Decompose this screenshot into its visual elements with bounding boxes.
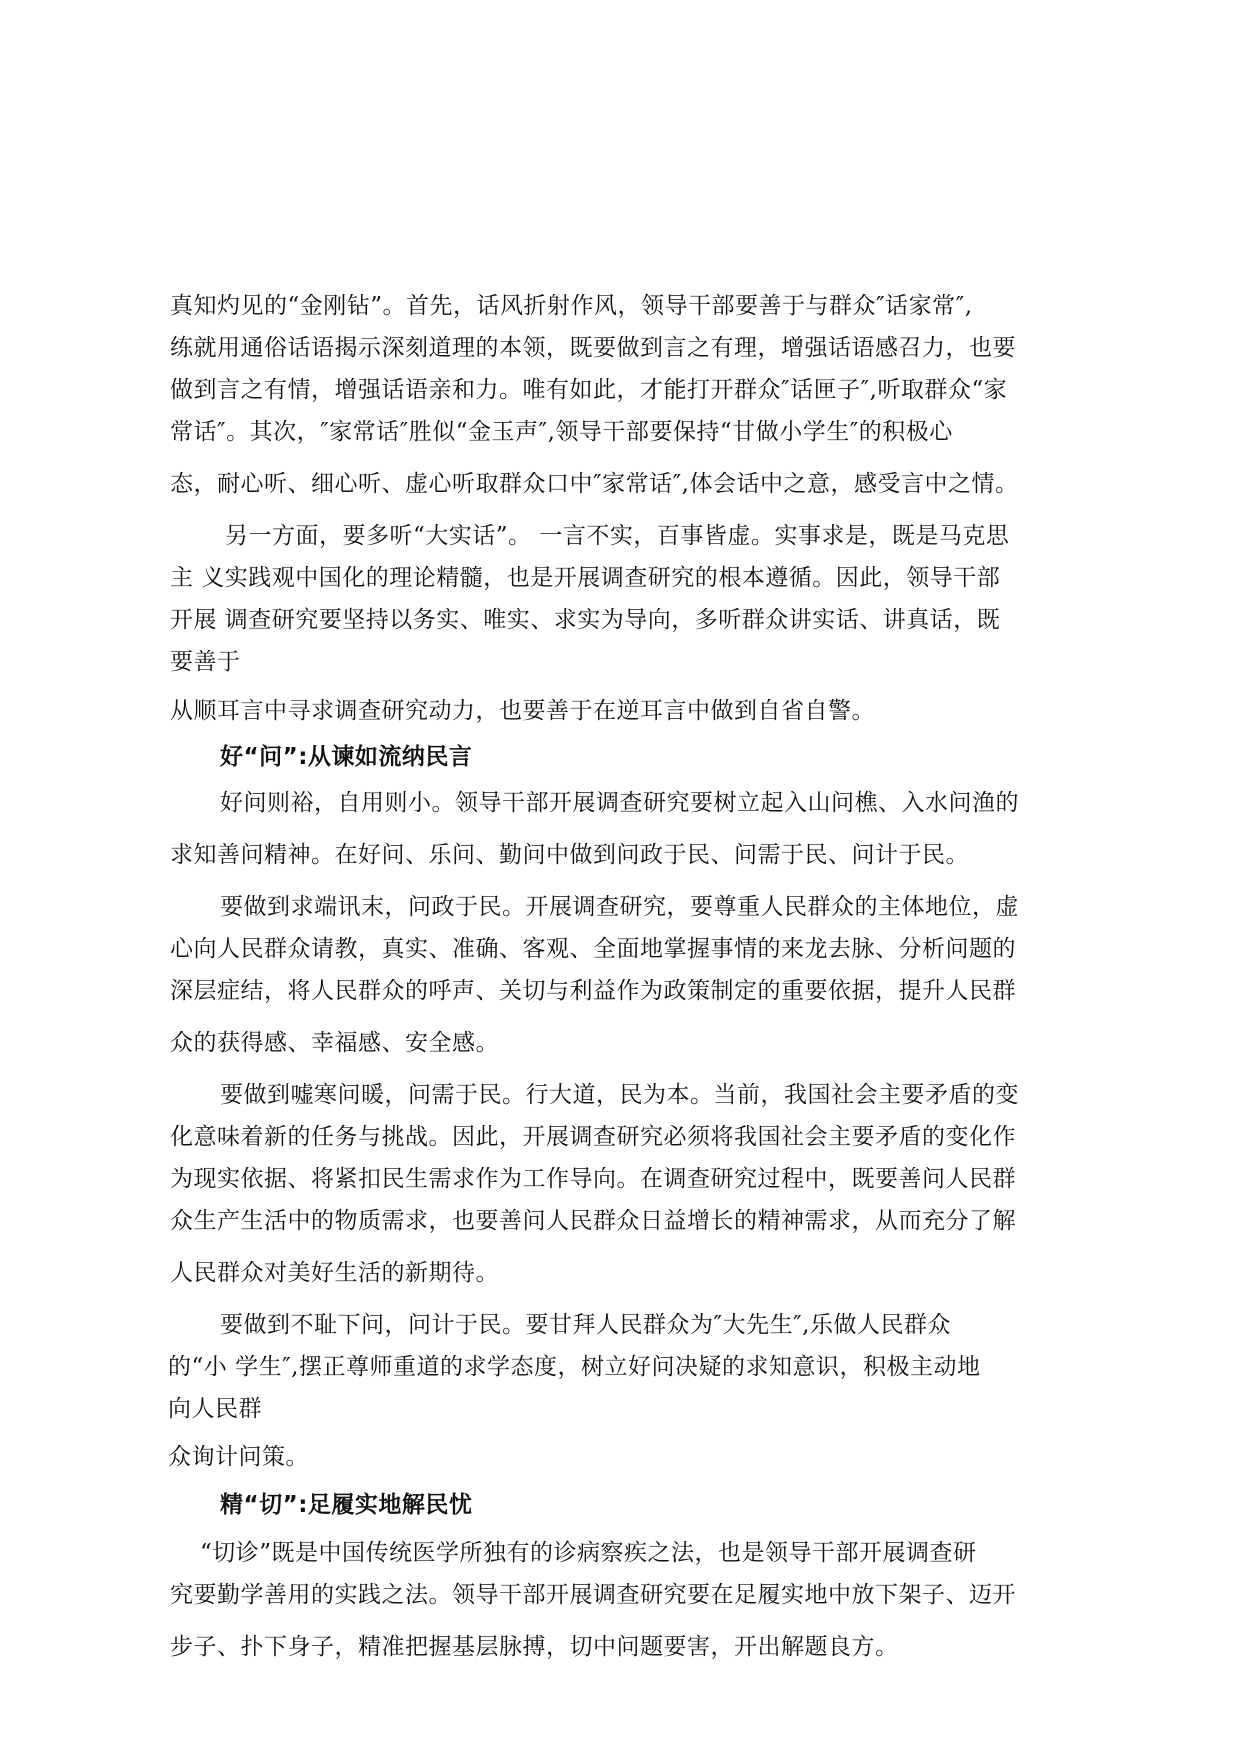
paragraph-line: 众的获得感、幸福感、安全感。 <box>170 1030 499 1056</box>
paragraph-line: 好问则裕，自用则小。领导干部开展调查研究要树立起入山问樵、入水问渔的 <box>220 790 1019 816</box>
paragraph-line: 做到言之有情，增强话语亲和力。唯有如此，才能打开群众″话匣子″,听取群众“家 <box>170 377 1008 403</box>
paragraph-line: 开展 调查研究要坚持以务实、唯实、求实为导向，多听群众讲实话、讲真话，既 <box>170 607 1001 633</box>
paragraph-line: 练就用通俗话语揭示深刻道理的本领，既要做到言之有理，增强话语感召力，也要 <box>170 335 1016 361</box>
paragraph-line: 众询计问策。 <box>168 1444 309 1470</box>
paragraph-line: 人民群众对美好生活的新期待。 <box>170 1260 499 1286</box>
paragraph-line: 步子、扑下身子，精准把握基层脉搏，切中问题要害，开出解题良方。 <box>170 1634 899 1660</box>
paragraph-line: 要做到嘘寒问暖，问需于民。行大道，民为本。当前，我国社会主要矛盾的变 <box>220 1082 1019 1108</box>
paragraph-line: “切诊”既是中国传统医学所独有的诊病察疾之法，也是领导干部开展调查研 <box>200 1540 977 1566</box>
paragraph-line: 心向人民群众请教，真实、准确、客观、全面地掌握事情的来龙去脉、分析问题的 <box>170 936 1016 962</box>
paragraph-line: 众生产生活中的物质需求，也要善问人民群众日益增长的精神需求，从而充分了解 <box>170 1208 1016 1234</box>
paragraph-line: 常话″。其次，″家常话″胜似“金玉声″,领导干部要保持“甘做小学生″的积极心 <box>170 419 953 445</box>
paragraph-line: 另一方面，要多听“大实话”。 一言不实，百事皆虚。实事求是，既是马克思 <box>225 523 1010 549</box>
section-heading: 好“问”:从谏如流纳民言 <box>220 744 473 770</box>
paragraph-line: 主 义实践观中国化的理论精髓，也是开展调查研究的根本遵循。因此，领导干部 <box>170 565 1001 591</box>
paragraph-line: 究要勤学善用的实践之法。领导干部开展调查研究要在足履实地中放下架子、迈开 <box>170 1582 1016 1608</box>
paragraph-line: 求知善问精神。在好问、乐问、勤问中做到问政于民、问需于民、问计于民。 <box>170 842 969 868</box>
paragraph-line: 真知灼见的“金刚钻”。首先，话风折射作风，领导干部要善于与群众″话家常″, <box>170 293 973 319</box>
section-heading: 精“切”:足履实地解民忧 <box>220 1492 473 1518</box>
paragraph-line: 的“小 学生″,摆正尊师重道的求学态度，树立好问决疑的求知意识，积极主动地 <box>168 1354 981 1380</box>
paragraph-line: 向人民群 <box>168 1396 262 1422</box>
paragraph-line: 要做到不耻下问，问计于民。要甘拜人民群众为″大先生″,乐做人民群众 <box>220 1312 951 1338</box>
paragraph-line: 深层症结，将人民群众的呼声、关切与利益作为政策制定的重要依据，提升人民群 <box>170 978 1016 1004</box>
paragraph-line: 为现实依据、将紧扣民生需求作为工作导向。在调查研究过程中，既要善问人民群 <box>170 1166 1016 1192</box>
paragraph-line: 要做到求端讯末，问政于民。开展调查研究，要尊重人民群众的主体地位，虚 <box>220 894 1019 920</box>
paragraph-line: 要善于 <box>170 649 241 675</box>
paragraph-line: 态，耐心听、细心听、虚心听取群众口中″家常话″,体会话中之意，感受言中之情。 <box>170 471 1019 497</box>
paragraph-line: 化意味着新的任务与挑战。因此，开展调查研究必须将我国社会主要矛盾的变化作 <box>170 1124 1016 1150</box>
paragraph-line: 从顺耳言中寻求调查研究动力，也要善于在逆耳言中做到自省自警。 <box>170 698 875 724</box>
